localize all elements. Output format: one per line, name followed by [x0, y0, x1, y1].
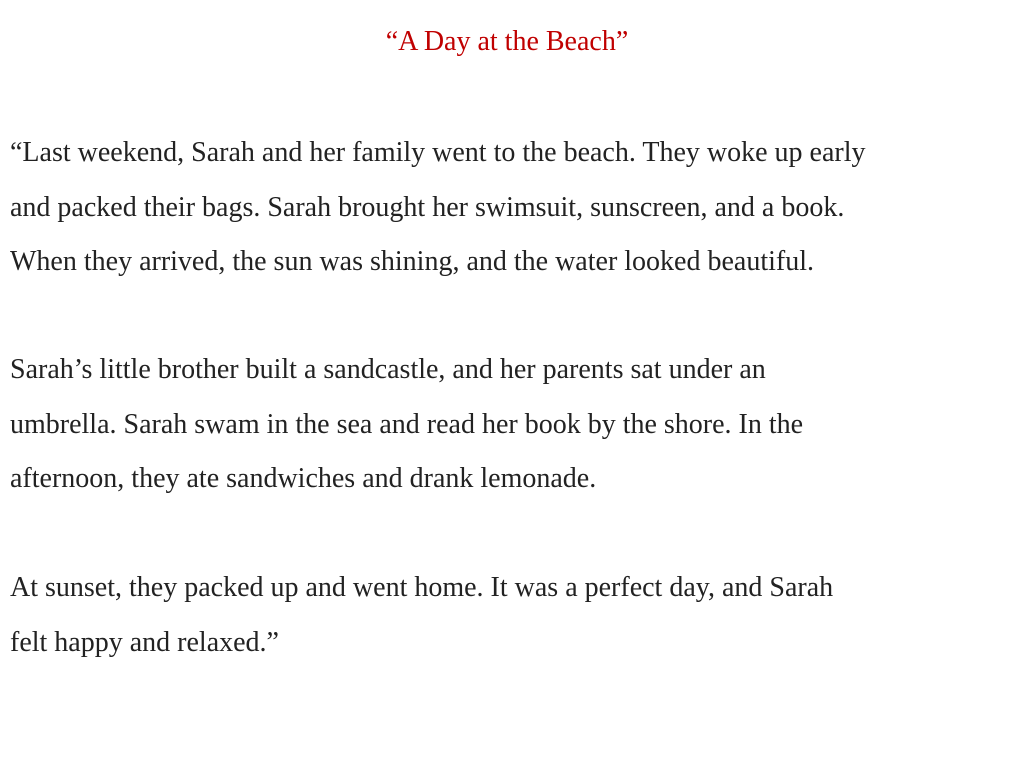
- paragraph-line: felt happy and relaxed.”: [10, 626, 279, 658]
- paragraph-line: When they arrived, the sun was shining, and the water looked beautiful.: [10, 246, 814, 277]
- paragraph-1: [10, 126, 1010, 290]
- story-title: “A Day at the Beach”: [385, 26, 629, 57]
- paragraph-line: and packed their bags. Sarah brought her swimsuit, sunscreen, and a book.: [10, 191, 845, 223]
- paragraph-line: afternoon, they ate sandwiches and drank lemonade.: [10, 463, 597, 494]
- paragraph-2: [10, 343, 1010, 507]
- paragraph-line: umbrella. Sarah swam in the sea and read her book by the shore. In the: [10, 408, 804, 440]
- paragraph-line: “Last weekend, Sarah and her family went to the beach. They woke up early: [10, 137, 866, 168]
- paragraph-line: Sarah’s little brother built a sandcastle, and her parents sat under an: [10, 354, 766, 385]
- paragraph-3: [10, 561, 1010, 670]
- paragraph-line: At sunset, they packed up and went home. It was a perfect day, and Sarah: [10, 572, 834, 603]
